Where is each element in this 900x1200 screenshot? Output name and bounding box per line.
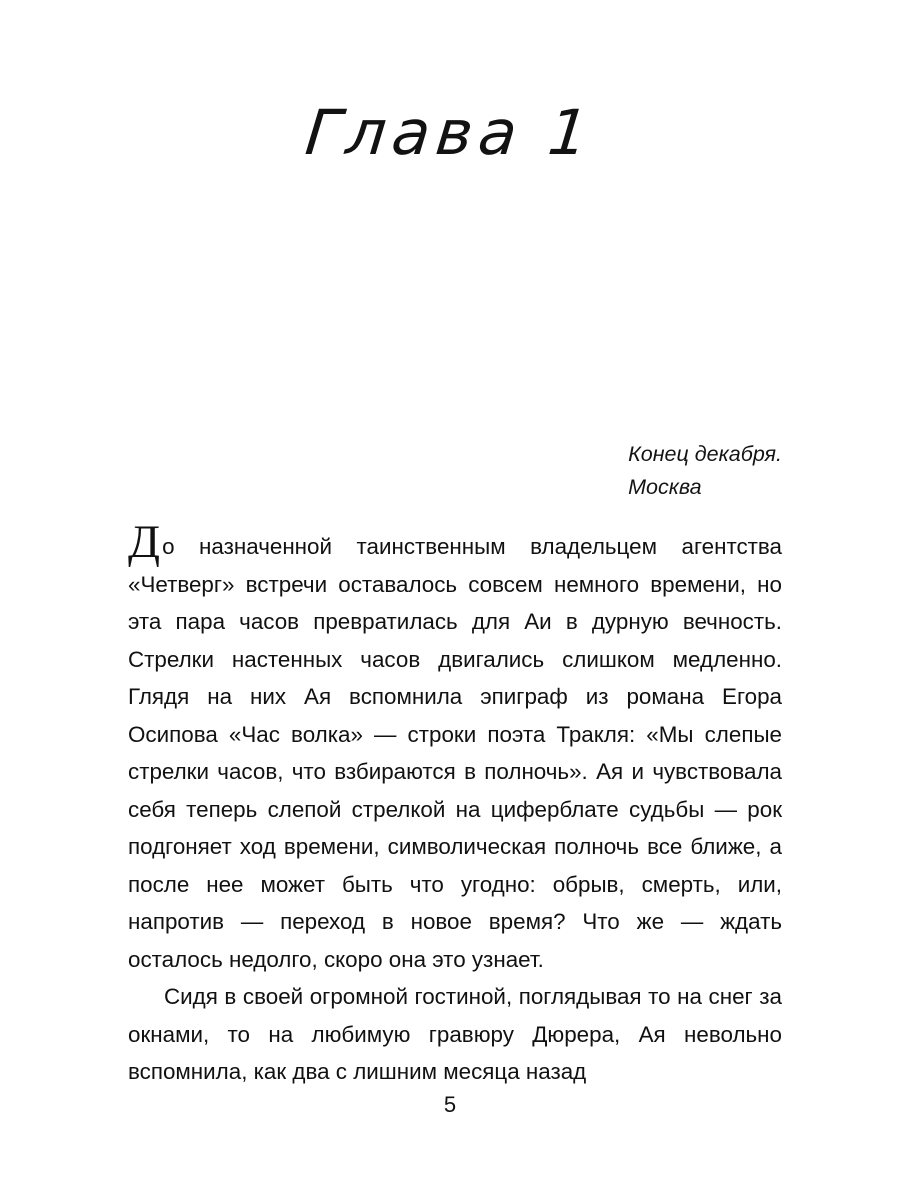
drop-cap: Д [128,516,161,568]
chapter-title: Глава 1 [302,96,598,169]
paragraph-text: Сидя в своей огромной гостиной, поглядывая то на снег за окнами, то на любимую гравюру Дюрера, Ая невольно вспомнила, как два с лишним месяца назад [128,984,782,1084]
paragraph [128,516,782,978]
body-text [128,516,782,1091]
epigraph-line-1: Конец декабря. [628,442,782,466]
epigraph [628,438,782,504]
page-number: 5 [443,1092,457,1117]
paragraph-text: о назначенной таинственным владельцем агентства «Четверг» встречи оставалось совсем немного времени, но эта пара часов превратилась для Аи в дурную вечность. Стрелки настенных часов двигались слишком медленно. Глядя на них Ая вспомнила эпиграф из романа Егора Осипова «Час волка» — строки поэта Тракля: «Мы слепые стрелки часов, что взбираются в полночь». Ая и чувствовала себя теперь слепой стрелкой на циферблате судьбы — рок подгоняет ход времени, символическая полночь все ближе, а после нее может быть что угодно: обрыв, смерть, или, напротив — переход в новое время? Что же — ждать осталось недолго, скоро она это узнает. [128,534,782,972]
paragraph [128,978,782,1091]
epigraph-line-2: Москва [628,475,702,499]
